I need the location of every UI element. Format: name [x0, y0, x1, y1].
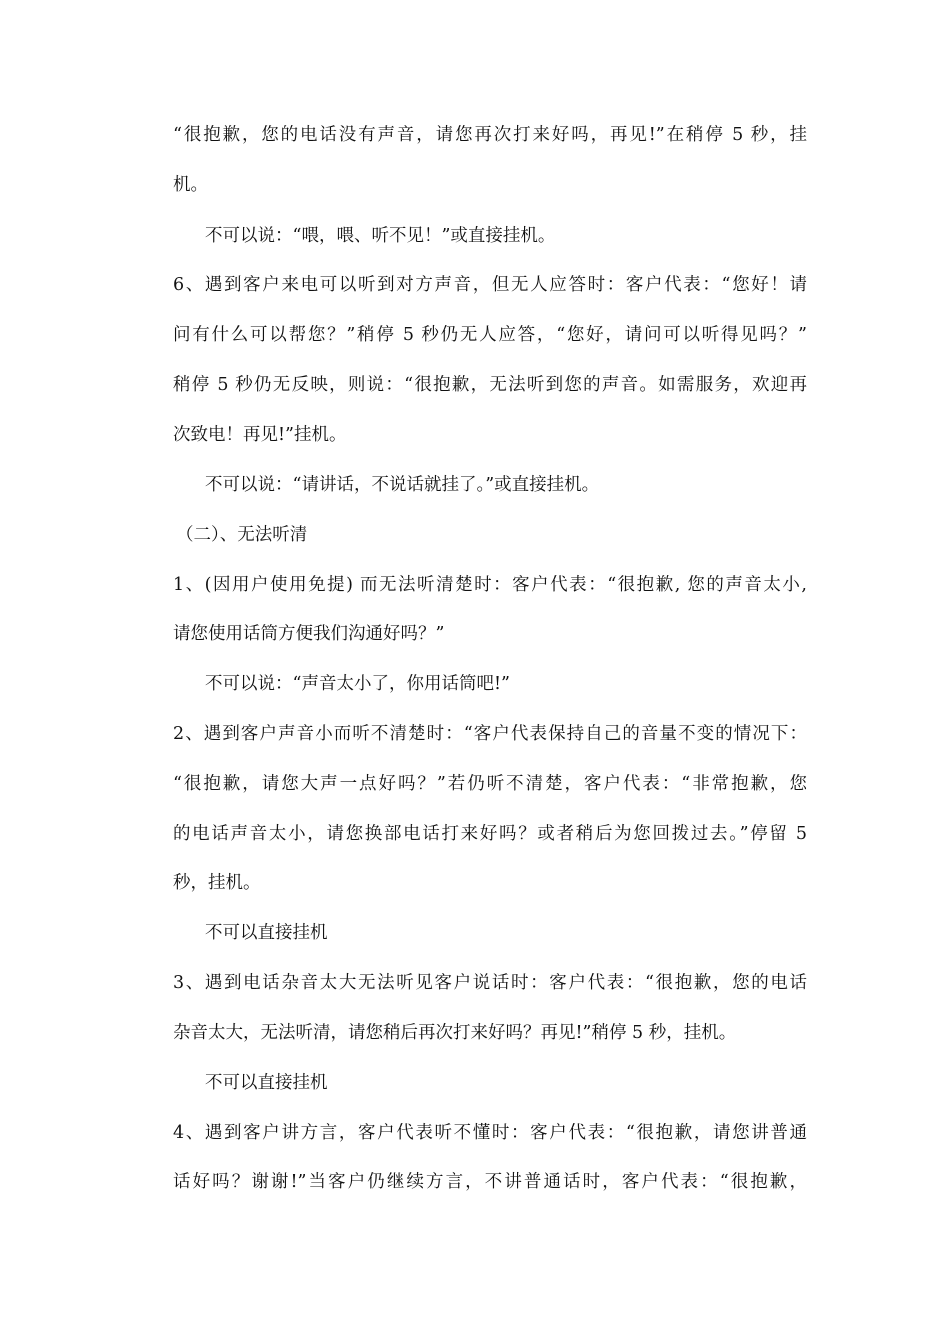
text-line: 不可以说：“声音太小了，你用话筒吧!”: [205, 674, 510, 694]
text-line: 话好吗？谢谢!”当客户仍继续方言，不讲普通话时，客户代表：“很抱歉，: [173, 1172, 807, 1192]
text-line: 请您使用话筒方便我们沟通好吗？”: [173, 624, 445, 644]
text-line: 2、遇到客户声音小而听不清楚时：“客户代表保持自己的音量不变的情况下：: [173, 724, 807, 744]
text-line: 杂音太大，无法听清，请您稍后再次打来好吗？再见!”稍停 5 秒，挂机。: [173, 1023, 737, 1043]
text-line: 不可以说：“请讲话，不说话就挂了。”或直接挂机。: [205, 475, 600, 495]
text-line: 不可以直接挂机: [205, 1073, 328, 1093]
text-line: 3、遇到电话杂音太大无法听见客户说话时：客户代表：“很抱歉，您的电话: [173, 973, 807, 993]
text-line: 次致电！再见!”挂机。: [173, 425, 347, 445]
text-line: 机。: [173, 175, 208, 195]
text-line: “很抱歉，请您大声一点好吗？”若仍听不清楚，客户代表：“非常抱歉，您: [173, 774, 807, 794]
text-line: 6、遇到客户来电可以听到对方声音，但无人应答时：客户代表：“您好！请: [173, 275, 807, 295]
text-line: 秒，挂机。: [173, 873, 261, 893]
text-line: 不可以说：“喂，喂、听不见！”或直接挂机。: [205, 226, 556, 246]
section-heading: （二）、无法听清: [176, 525, 308, 545]
text-line: “很抱歉，您的电话没有声音，请您再次打来好吗，再见!”在稍停 5 秒，挂: [173, 125, 807, 145]
text-line: 稍停 5 秒仍无反映，则说：“很抱歉，无法听到您的声音。如需服务，欢迎再: [173, 375, 807, 395]
text-line: 1、(因用户使用免提) 而无法听清楚时：客户代表：“很抱歉, 您的声音太小,: [173, 575, 807, 595]
text-line: 4、遇到客户讲方言，客户代表听不懂时：客户代表：“很抱歉，请您讲普通: [173, 1123, 807, 1143]
text-line: 不可以直接挂机: [205, 923, 328, 943]
text-line: 的电话声音太小，请您换部电话打来好吗？或者稍后为您回拨过去。”停留 5: [173, 824, 807, 844]
text-line: 问有什么可以帮您？”稍停 5 秒仍无人应答，“您好，请问可以听得见吗？”: [173, 325, 807, 345]
